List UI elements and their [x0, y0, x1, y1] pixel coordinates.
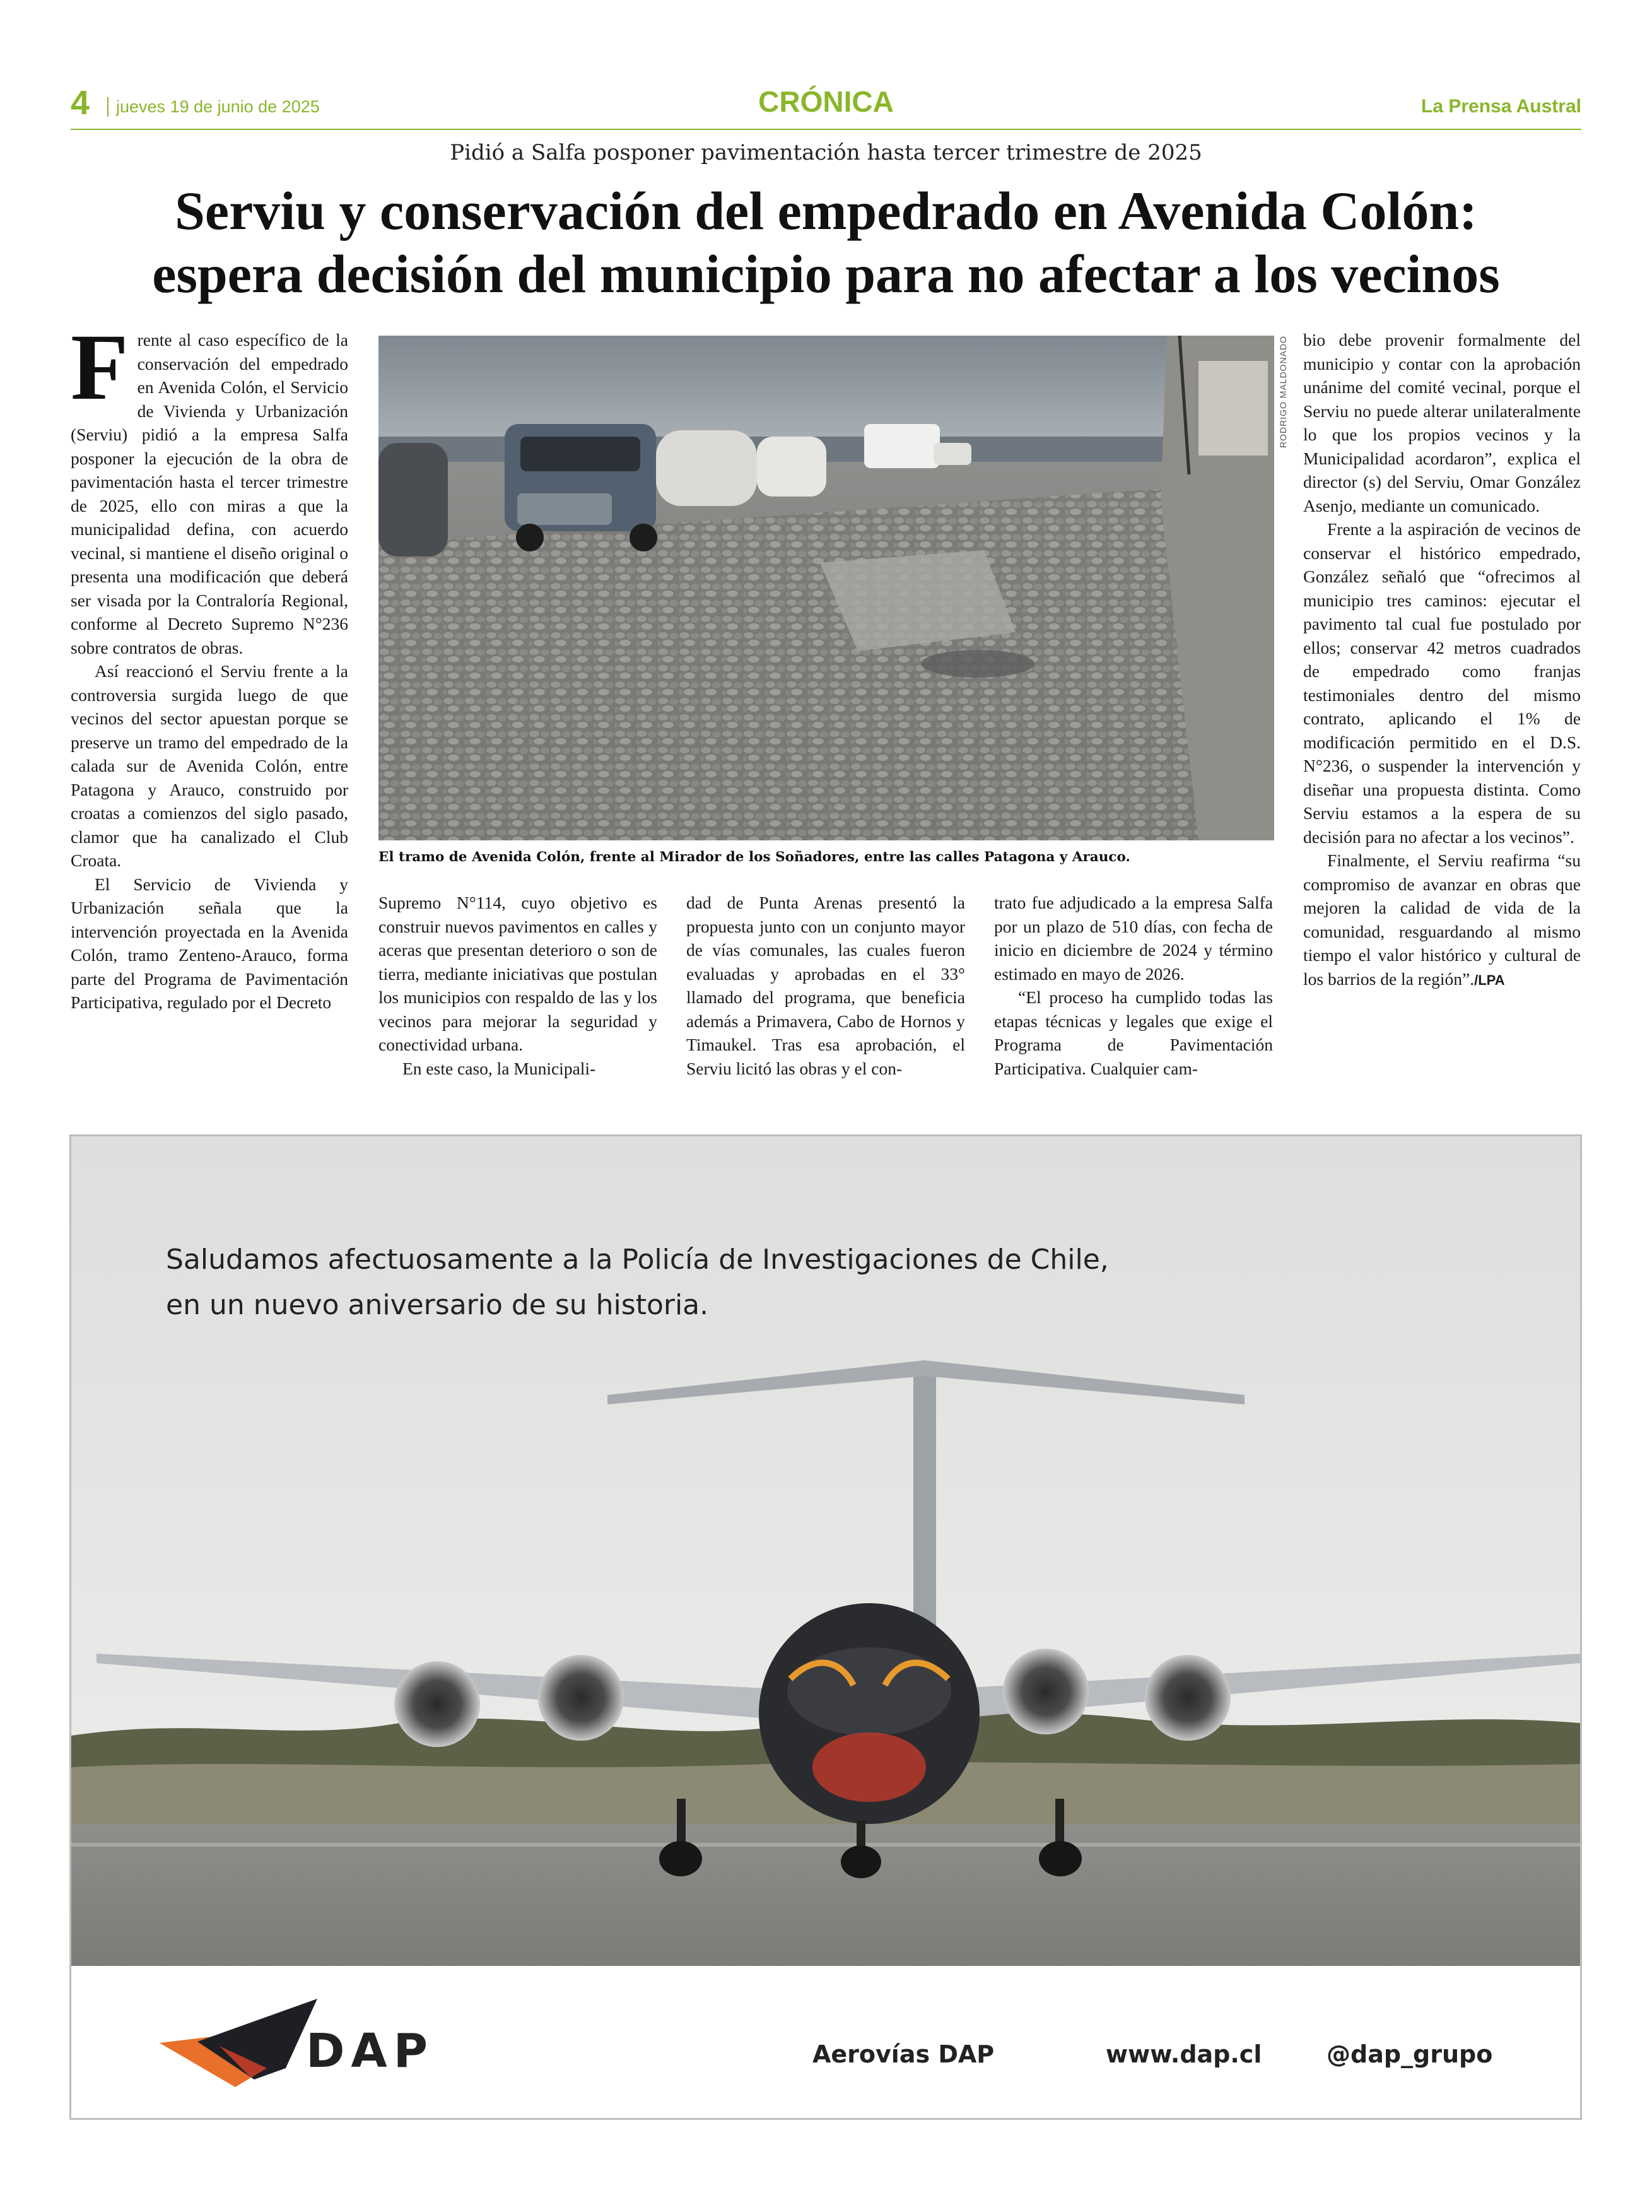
article-paragraph: Frente a la aspiración de vecinos de conservar el histórico empedrado, González señaló que “ofrecimos al municipio tres caminos: ejecutar el pavimento tal cual fue postulado por ellos; conservar 42 metros cuadrados de empedrado como franjas testimoniales dentro del mismo contrato, aplicando el 1% de modificación permitido en el D.S. N°236, o suspender la intervención y diseñar una propuesta distinta. Como Serviu estamos a la espera de su decisión para no afectar a los vecinos”. — [1303, 519, 1581, 847]
article-column-1 — [71, 315, 348, 1015]
article-headline — [71, 179, 1581, 305]
article-paragraph: Así reaccionó el Serviu frente a la controversia surgida luego de que vecinos del sector apuestan porque se preserve un tramo del empedrado de la calada sur de Avenida Colón, entre Patagona y Arauco, construido por croatas a comienzos del siglo pasado, clamor que ha canalizado el Club Croata. — [71, 661, 348, 870]
ad-aircraft-photo — [71, 1136, 1580, 1966]
dap-brand-name: DAP — [306, 2024, 434, 2078]
article-paragraph: “El proceso ha cumplido todas las etapas técnicas y legales que exige el Programa de Pavimentación Participativa. Cualquier cam- — [994, 987, 1273, 1078]
dap-advertisement — [69, 1134, 1582, 2120]
section-title: CRÓNICA — [758, 85, 894, 118]
ad-greeting-line-2: en un nuevo aniversario de su historia. — [166, 1289, 709, 1321]
article-column-4 — [994, 891, 1273, 1080]
article-paragraph: Finalmente, el Serviu reafirma “su compromiso de avanzar en obras que mejoren la calidad de vida de la comunidad, resguardando al mismo tiempo el valor histórico y cultural de los barrios de la región”./LPA — [1303, 850, 1581, 989]
article-paragraph: Supremo N°114, cuyo objetivo es construir nuevos pavimentos en calles y aceras que presentan deterioro o son de tierra, mediante iniciativas que postulan los municipios con respaldo de las y los vecinos para mejorar la seguridad y conectividad urbana. — [378, 893, 657, 1054]
ad-greeting-line-1: Saludamos afectuosamente a la Policía de Investigaciones de Chile, — [166, 1244, 1109, 1276]
article-signature: /LPA — [1474, 972, 1505, 988]
header-rule — [71, 129, 1581, 130]
ad-greeting — [166, 1237, 1109, 1328]
photo-caption: El tramo de Avenida Colón, frente al Mirador de los Soñadores, entre las calles Patagona y Arauco. — [378, 849, 1130, 865]
article-kicker: Pidió a Salfa posponer pavimentación hasta tercer trimestre de 2025 — [450, 140, 1202, 165]
article-paragraph: Frente al caso específico de la conservación del empedrado en Avenida Colón, el Servicio de Vivienda y Urbanización (Serviu) pidió a la empresa Salfa posponer la ejecución de la obra de pavimentación hasta el tercer trimestre de 2025, ello con miras a que la municipalidad defina, con acuerdo vecinal, si mantiene el diseño original o presenta una modificación que deberá ser visada por la Contraloría Regional, conforme al Decreto Supremo N°236 sobre contratos de obras. — [71, 315, 348, 657]
ad-company-name: Aerovías DAP — [812, 2040, 995, 2068]
article-paragraph: El Servicio de Vivienda y Urbanización señala que la intervención proyectada en la Avenida Colón, tramo Zenteno-Arauco, forma parte del Programa de Pavimentación Participativa, regulado por el Decreto — [71, 874, 348, 1012]
article-paragraph: En este caso, la Municipali- — [402, 1058, 596, 1078]
article-paragraph: bio debe provenir formalmente del municipio y contar con la aprobación unánime del comité vecinal, porque el Serviu no puede alterar unilateralmente lo que los propios vecinos y la Municipalidad acordaron”, explica el director (s) del Serviu, Omar González Asenjo, mediante un comunicado. — [1303, 330, 1581, 515]
headline-line-2: espera decisión del municipio para no afectar a los vecinos — [152, 244, 1500, 304]
issue-date: jueves 19 de junio de 2025 — [107, 97, 320, 117]
article-paragraph: trato fue adjudicado a la empresa Salfa por un plazo de 510 días, con fecha de inicio en diciembre de 2024 y término estimado en mayo de 2026. — [994, 893, 1273, 984]
page-header — [71, 84, 1581, 126]
drop-cap: F — [71, 315, 129, 420]
article-column-5 — [1303, 328, 1581, 992]
headline-line-1: Serviu y conservación del empedrado en Avenida Colón: — [175, 180, 1477, 241]
article-column-2 — [378, 891, 657, 1080]
article-column-3 — [686, 891, 965, 1080]
photo-credit: RODRIGO MALDONADO — [1278, 335, 1288, 448]
street-photo-illustration — [378, 336, 1274, 840]
ad-footer — [71, 1966, 1580, 2118]
article-paragraph: dad de Punta Arenas presentó la propuesta junto con un conjunto mayor de vías comunales, las cuales fueron evaluadas y aprobadas en el 33° llamado del programa, que beneficia además a Primavera, Cabo de Hornos y Timaukel. Tras esa aprobación, el Serviu licitó las obras y el con- — [686, 893, 965, 1078]
page-number: 4 — [71, 84, 90, 122]
news-photo — [378, 336, 1274, 840]
ad-website-link[interactable]: www.dap.cl — [1106, 2040, 1262, 2068]
ad-social-handle[interactable]: @dap_grupo — [1327, 2040, 1493, 2068]
dap-logo-icon — [160, 1999, 324, 2100]
newspaper-name: La Prensa Austral — [1421, 96, 1581, 117]
